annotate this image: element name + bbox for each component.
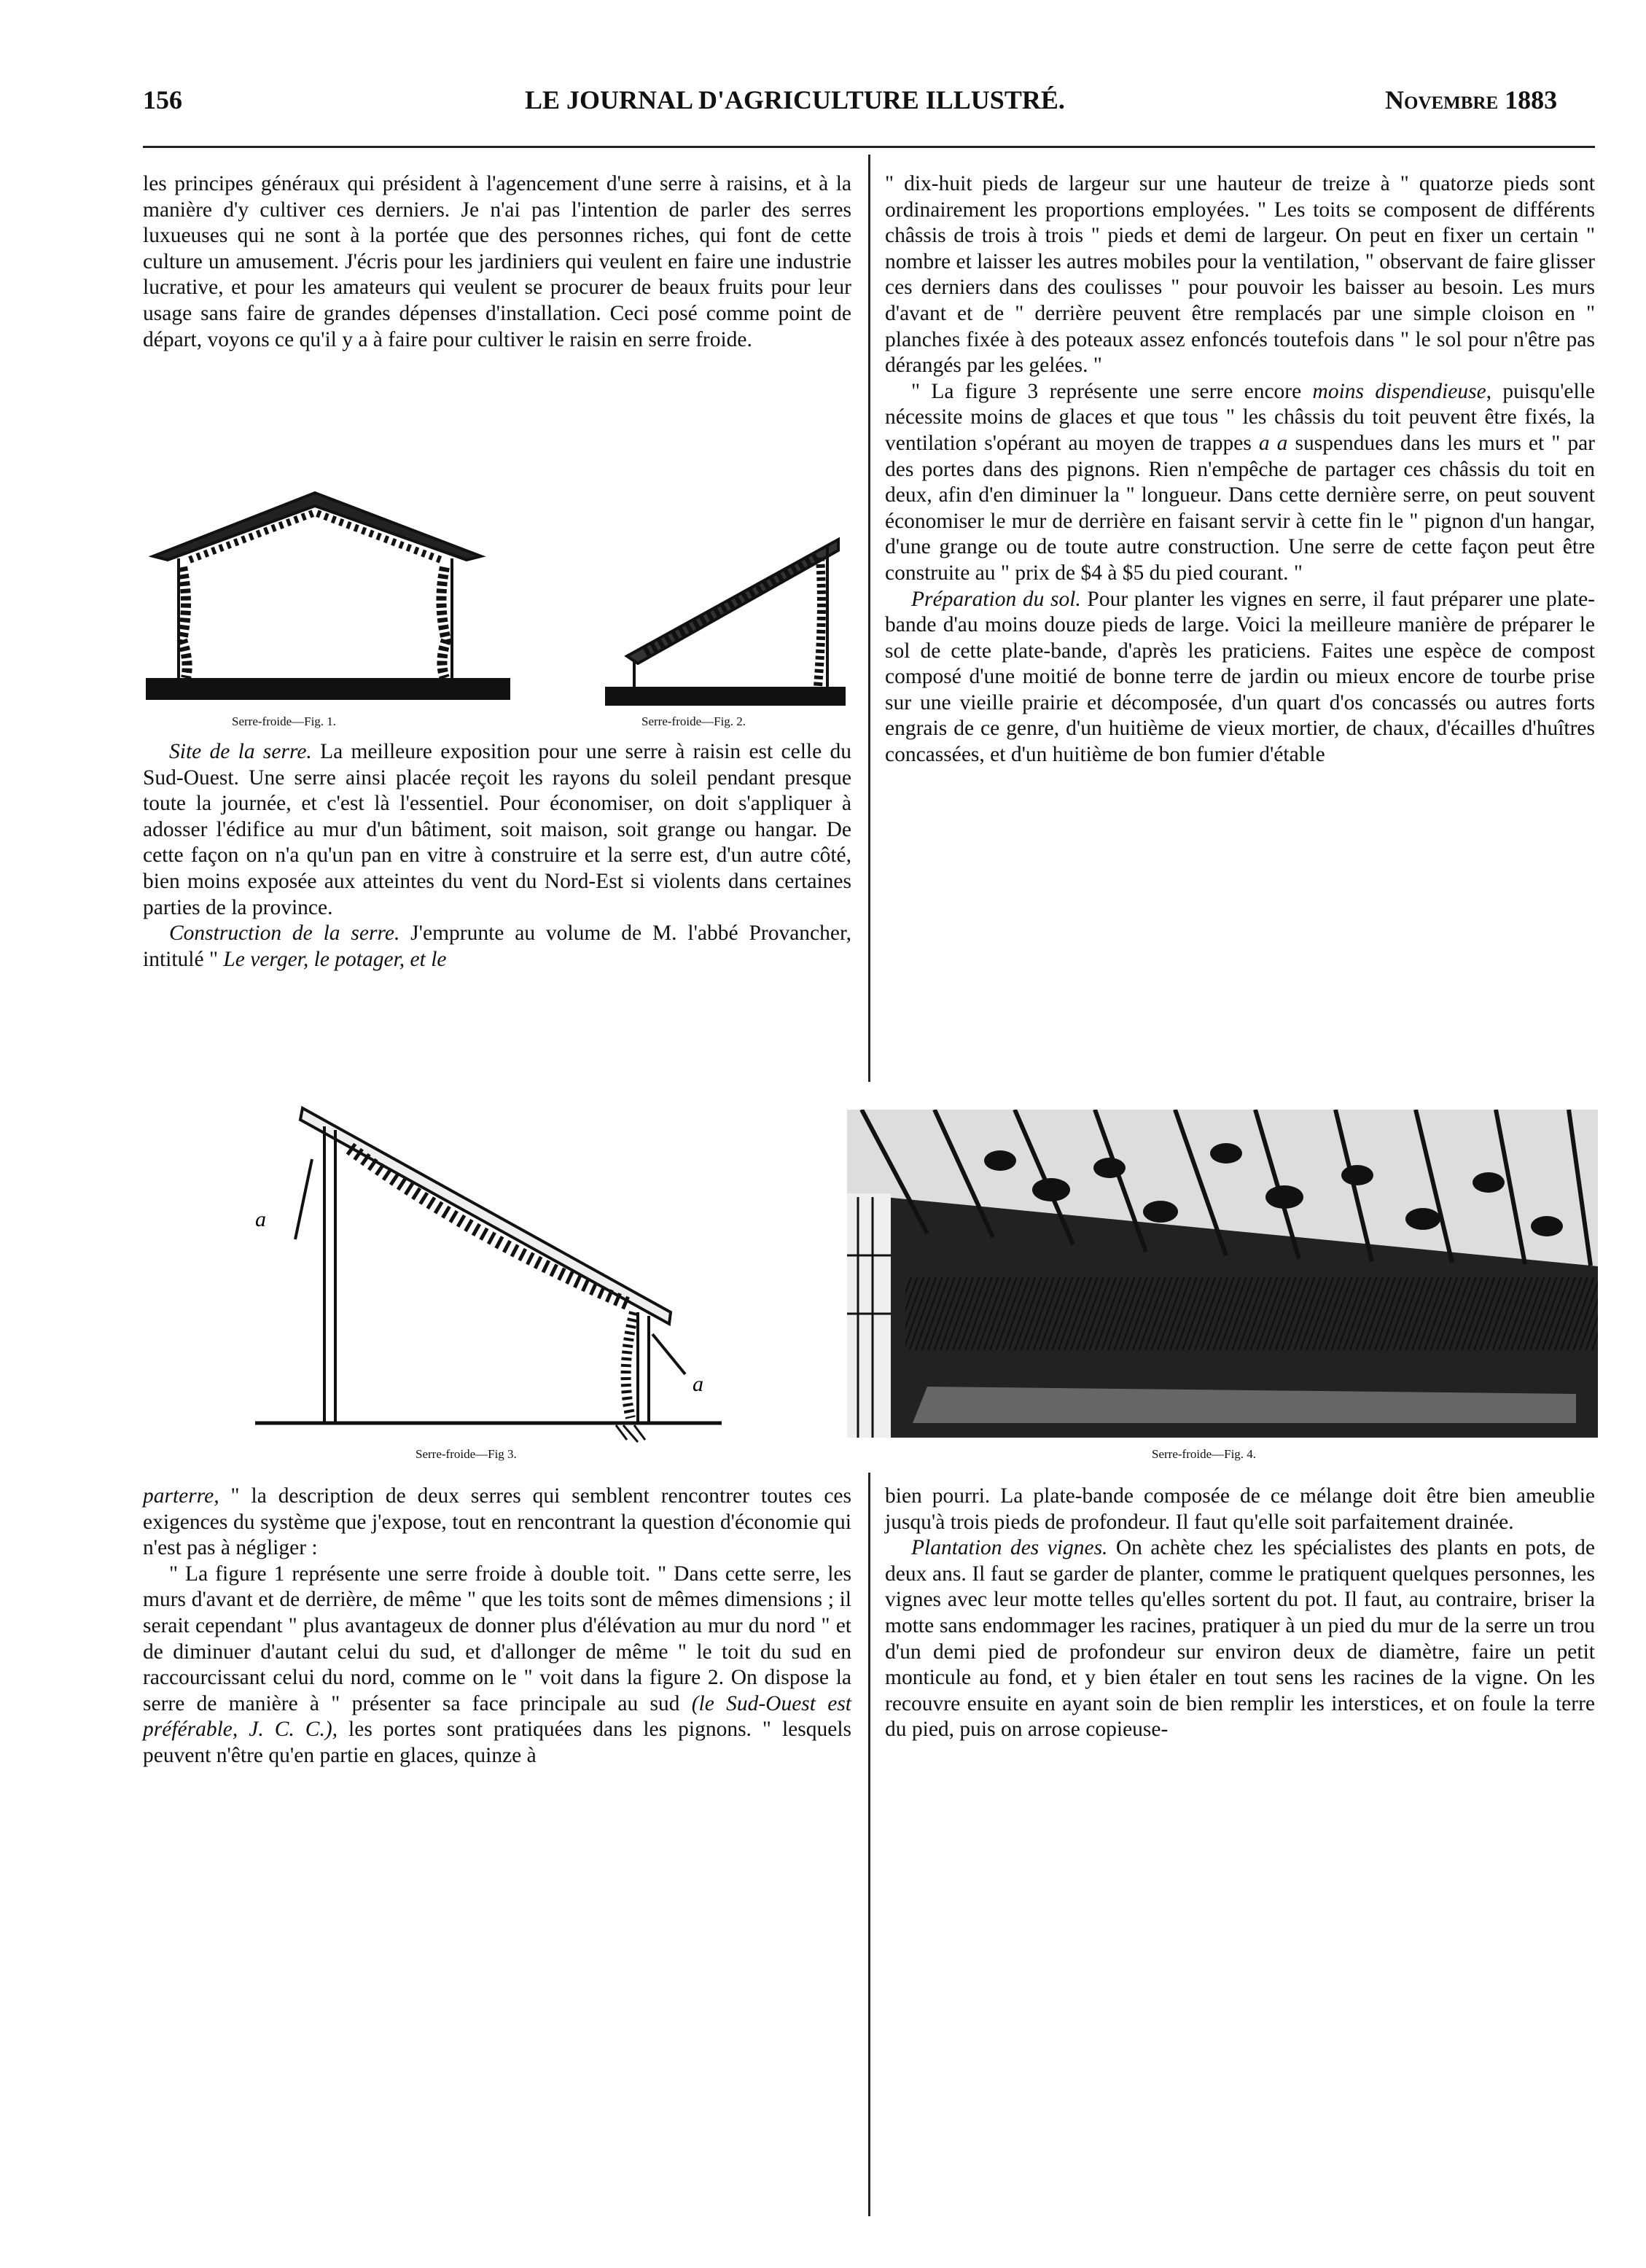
figure-4-greenhouse-interior [847,1110,1598,1438]
paragraph: " dix-huit pieds de largeur sur une hauteur de treize à " quatorze pieds sont ordinairement les proportions employées. " Les toits se composent de différents châssis de trois à trois " pieds et demi de largeur. On peut en fixer un certain " nombre et laisser les autres mobiles pour la ventilation, " observant de faire glisser ces derniers dans des coulisses " pour pouvoir les baisser au besoin. Les murs d'avant et de " derrière peuvent être remplacés par une simple cloison en " planches fixée à des poteaux assez enfoncés toutefois dans " le sol pour n'être pas dérangés par les gelées. " [885,172,1595,378]
paragraph [885,587,1595,768]
trap-door-label-left: a [255,1207,266,1231]
book-title: Le verger, le potager, et le [223,947,447,971]
column-left-bottom [143,1484,851,1769]
column-divider-top [868,155,870,1082]
paragraph-title: Préparation du sol. [911,587,1081,611]
issue-date: Novembre 1883 [1385,85,1558,114]
paragraph-text: " La figure 1 représente une serre froide à double toit. " Dans cette serre, les murs d'avant et de derrière, de même " que les toits sont de mêmes dimensions ; il serait cependant " plus avantageux de donner plus d'élévation au mur du nord " et de diminuer d'autant celui du sud, et d'allonger de même " le toit du sud en raccourcissant celui du nord, comme on le " voit dans la figure 2. On dispose la serre de manière à " présenter sa face principale au sud [143,1562,851,1715]
emphasis: a a [1258,431,1288,455]
journal-title: LE JOURNAL D'AGRICULTURE ILLUSTRÉ. [525,85,1065,114]
paragraph [143,1484,851,1562]
paragraph-text: On achète chez les spécialistes des plants en pots, de deux ans. Il faut se garder de planter, comme le pratiquent quelques personnes, les vignes avec leur motte telles qu'elles sortent du pot. Il faut, au contraire, briser la motte sans endommager les racines, pratiquer à un pied du mur de la serre un trou d'un demi pied de profondeur sur environ deux de diamètre, faire un petit monticule au fond, et y bien étaler en tout sens les racines de la vigne. On les recouvre ensuite en ayant soin de bien remplir les interstices, et on foule la terre du pied, puis on arrose copieuse- [885,1536,1595,1742]
paragraph [885,379,1595,587]
figure-1-caption: Serre-froide—Fig. 1. [232,714,337,728]
paragraph [143,921,851,973]
column-left-top [143,171,851,353]
column-divider-bottom [868,1473,870,2216]
emphasis: moins dispendieuse [1312,379,1486,403]
trap-door-label-right: a [693,1372,703,1396]
paragraph [143,1562,851,1769]
figure-4-caption: Serre-froide—Fig. 4. [1152,1447,1257,1461]
paragraph: les principes généraux qui président à l'agencement d'une serre à raisins, et à la manière d'y cultiver ces derniers. Je n'ai pas l'intention de parler des serres luxueuses qui ne sont à la portée que des personnes riches, qui font de cette culture un amusement. J'écris pour les jardiniers qui veulent en faire une industrie lucrative, et pour les amateurs qui veulent se procurer de beaux fruits pour leur usage sans faire de grandes dépenses d'installation. Ceci posé comme point de départ, voyons ce qu'il y a à faire pour cultiver le raisin en serre froide. [143,172,851,351]
figure-2-lean-to-greenhouse [605,525,846,707]
paragraph-text: suspendues dans les murs et " par des portes dans des pignons. Rien n'empêche de partager ces châssis du toit en deux, afin d'en diminuer la " longueur. Dans cette dernière serre, on peut souvent économiser le mur de derrière en faisant servir à cette fin le " pignon d'un hangar, d'une grange ou de toute autre construction. Une serre de cette façon peut être construite au " prix de $4 à $5 du pied courant. " [885,431,1595,585]
paragraph-text: La meilleure exposition pour une serre à raisin est celle du Sud-Ouest. Une serre ainsi placée reçoit les rayons du soleil pendant presque toute la journée, et c'est là l'essentiel. Pour économiser, on doit s'appliquer à adosser l'édifice au mur d'un bâtiment, soit maison, soit grange ou hangar. De cette façon on n'a qu'un pan en vitre à construire et la serre est, d'un autre côté, bien moins exposée aux atteintes du vent du Nord-Est si violents dans certaines parties de la province. [143,740,851,919]
header-rule [143,146,1595,148]
paragraph-text: " La figure 3 représente une serre encore [911,379,1313,403]
paragraph [143,739,851,921]
paragraph-title: Plantation des vignes. [911,1536,1108,1560]
paragraph-title: Construction de la serre. [169,921,400,946]
column-left-top-continued [143,739,851,973]
book-title: parterre, [143,1484,219,1508]
page-number: 156 [143,85,182,114]
paragraph-text: les portes sont pratiquées dans les pignons. " lesquels peuvent n'être qu'en partie en glaces, quinze à [143,1718,852,1767]
paragraph-title: Site de la serre. [169,740,312,763]
paragraph-text: , puisqu'elle nécessite moins de glaces et que tous " les châssis du toit peuvent être fixés, la ventilation s'opérant au moyen de trappes [885,379,1595,455]
paragraph-text: Pour planter les vignes en serre, il faut préparer une plate-bande d'au moins douze pieds de large. Voici la meilleure manière de préparer le sol de cette plate-bande, d'après les praticiens. Faites une espèce de compost composé d'une moitié de bonne terre de jardin ou mieux encore de tourbe prise sur une vieille prairie et décomposée, d'un quart d'os concassés ou autres forts engrais de ce genre, d'un huitième de vieux mortier, de chaux, d'écailles d'huîtres concassées, et d'un huitième de bon fumier d'étable [885,587,1595,767]
paragraph-text: J'emprunte au volume de M. l'abbé Provancher, intitulé " [143,921,851,971]
paragraph-text: " la description de deux serres qui semblent rencontrer toutes ces exigences du système que j'expose, tout en rencontrant la question d'économie qui n'est pas à négliger : [143,1484,851,1560]
editor-note: (le Sud-Ouest est préférable, J. C. C.), [143,1691,852,1742]
figure-3-lean-to-greenhouse-with-trap-doors [255,1094,722,1443]
figure-2-caption: Serre-froide—Fig. 2. [641,714,746,728]
figure-3-caption: Serre-froide—Fig 3. [416,1447,517,1461]
figure-1-double-roof-greenhouse [146,487,510,706]
column-right-top [885,171,1595,768]
paragraph: bien pourri. La plate-bande composée de ce mélange doit être bien ameublie jusqu'à trois pieds de profondeur. Il faut qu'elle soit parfaitement drainée. [885,1484,1595,1534]
paragraph [885,1535,1595,1743]
column-right-bottom [885,1484,1595,1743]
